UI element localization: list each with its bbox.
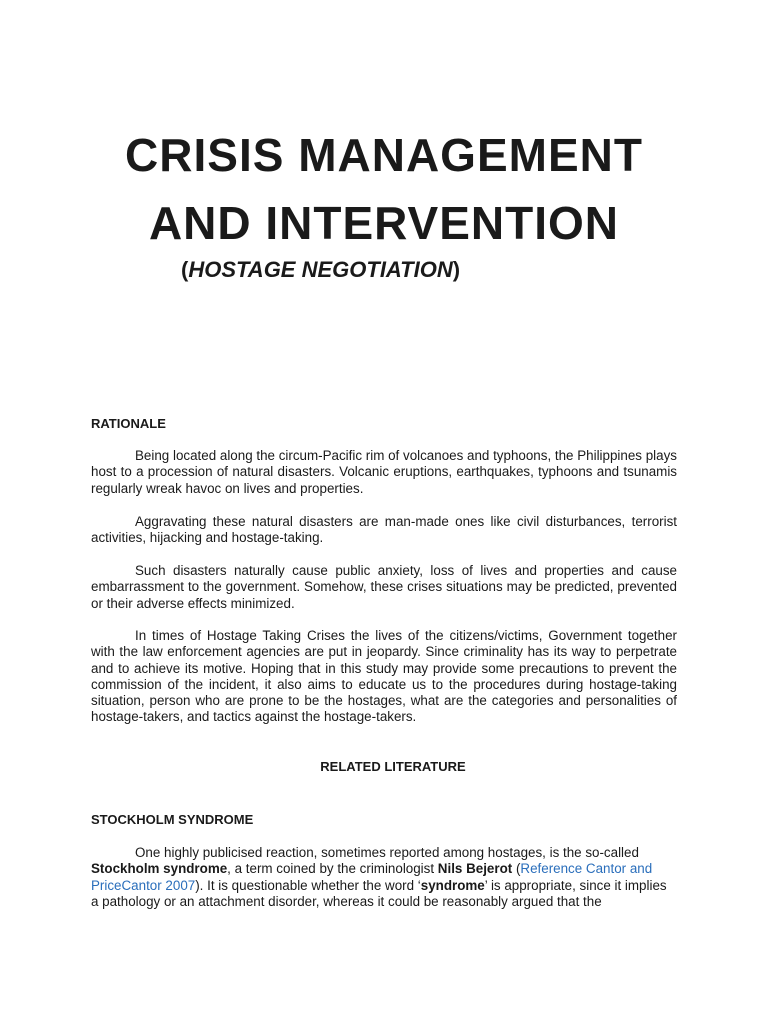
rationale-paragraph-2: Aggravating these natural disasters are man-made ones like civil disturbances, terrorist activities, hijacking and hostage-taking. <box>91 514 677 546</box>
syndrome-word: syndrome <box>420 877 485 893</box>
stockholm-term: Stockholm syndrome <box>91 861 228 877</box>
stockholm-heading: STOCKHOLM SYNDROME <box>91 812 254 827</box>
reference-link[interactable]: Reference Cantor and PriceCantor 2007 <box>91 861 653 893</box>
subtitle-open-paren: ( <box>181 257 189 282</box>
title-line-1: CRISIS MANAGEMENT <box>125 129 643 181</box>
rationale-paragraph-1: Being located along the circum-Pacific rim of volcanoes and typhoons, the Philippines plays host to a procession of natural disasters. Volcanic eruptions, earthquakes, typhoons and tsunamis regularly wreak havoc on lives and properties. <box>91 448 677 496</box>
stockholm-paragraph <box>91 845 677 910</box>
stockholm-text-2: , a term coined by the criminologist <box>227 861 438 877</box>
subtitle-text: HOSTAGE NEGOTIATION <box>188 257 453 282</box>
subtitle-close-paren: ) <box>452 257 461 282</box>
criminologist-name: Nils Bejerot <box>437 861 513 877</box>
title-line-2: AND INTERVENTION <box>148 197 620 249</box>
rationale-paragraph-3: Such disasters naturally cause public anxiety, loss of lives and properties and cause embarrassment to the government. Somehow, these crises situations may be predicted, prevented or their adverse effects minimized. <box>91 563 677 611</box>
stockholm-text-5: ’ is appropriate, since it implies a pathology or an attachment disorder, whereas it could be reasonably argued that the <box>91 877 667 909</box>
stockholm-text-3: ( <box>512 861 521 877</box>
related-literature-heading: RELATED LITERATURE <box>320 759 466 774</box>
rationale-paragraph-4: In times of Hostage Taking Crises the lives of the citizens/victims, Government together with the law enforcement agencies are put in jeopardy. Since criminality has its way to perpetrate and to achieve its motive. Hoping that in this study may provide some precautions to prevent the commission of the incident, it also aims to educate us to the procedures during hostage-taking situation, person who are prone to be the hostages, what are the categories and personalities of hostage-takers, and tactics against the hostage-takers. <box>91 628 677 725</box>
stockholm-text-4: ). It is questionable whether the word ‘ <box>195 877 421 893</box>
subtitle <box>181 257 460 283</box>
rationale-heading: RATIONALE <box>91 416 166 431</box>
stockholm-text-1: One highly publicised reaction, sometimes reported among hostages, is the so-called <box>135 845 639 860</box>
